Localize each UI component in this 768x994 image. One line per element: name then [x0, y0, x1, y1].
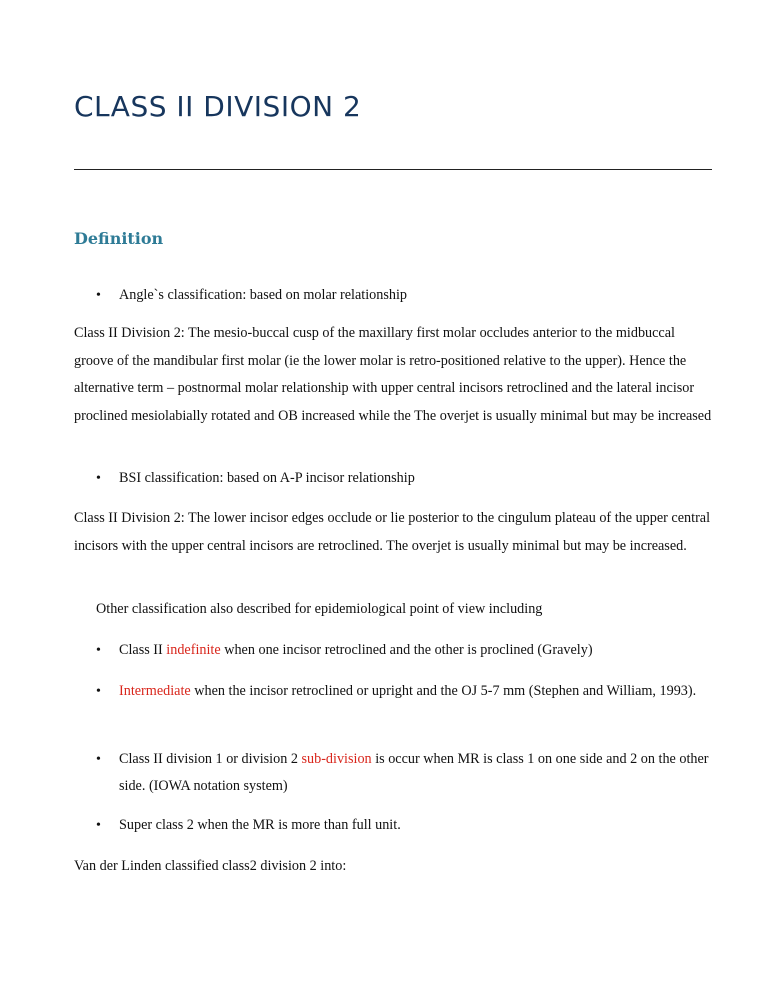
title-rule [74, 169, 712, 170]
subdivision-text-before: Class II division 1 or division 2 [119, 751, 302, 767]
bullet-bsi-classification: • BSI classification: based on A-P incisor relationship [119, 465, 719, 492]
bullet-super-class: • Super class 2 when the MR is more than full unit. [119, 812, 719, 839]
indefinite-text-after: when one incisor retroclined and the other is proclined (Gravely) [220, 642, 593, 658]
bullet-indefinite [119, 637, 719, 664]
intermediate-text-after: when the incisor retroclined or upright and the OJ 5-7 mm (Stephen and William, 1993). [190, 683, 697, 699]
subdivision-highlight: sub-division [301, 751, 372, 767]
paragraph-angle-definition: Class II Division 2: The mesio-buccal cusp of the maxillary first molar occludes anterior to the midbuccal groove of the mandibular first molar (ie the lower molar is retro-positioned relative to the upper). Hence the alternative term – postnormal molar relationship with upper central incisors retroclined and the lateral incisor proclined mesiolabially rotated and OB increased while the The overjet is usually minimal but may be increased [74, 325, 712, 425]
van-der-linden-paragraph: Van der Linden classified class2 division 2 into: [74, 858, 347, 874]
paragraph-bsi-definition: Class II Division 2: The lower incisor edges occlude or lie posterior to the cingulum plateau of the upper central incisors with the upper central incisors are retroclined. The overjet is usually minimal but may be increased. [74, 510, 711, 554]
intermediate-highlight: Intermediate [119, 683, 191, 699]
subdivision-text-after: is occur when MR is class 1 on one side and 2 on the other side. (IOWA notation system) [119, 751, 709, 794]
indefinite-text-before: Class II [119, 642, 167, 658]
bullet-intermediate [119, 678, 714, 705]
indefinite-highlight: indefinite [166, 642, 221, 658]
bullet-subdivision [119, 746, 714, 800]
bullet-angle-classification: • Angle`s classification: based on molar relationship [119, 282, 719, 309]
definition-heading: Definition [74, 229, 164, 248]
page-title: CLASS II DIVISION 2 [74, 90, 362, 123]
other-classification-intro: Other classification also described for epidemiological point of view including [96, 601, 543, 617]
